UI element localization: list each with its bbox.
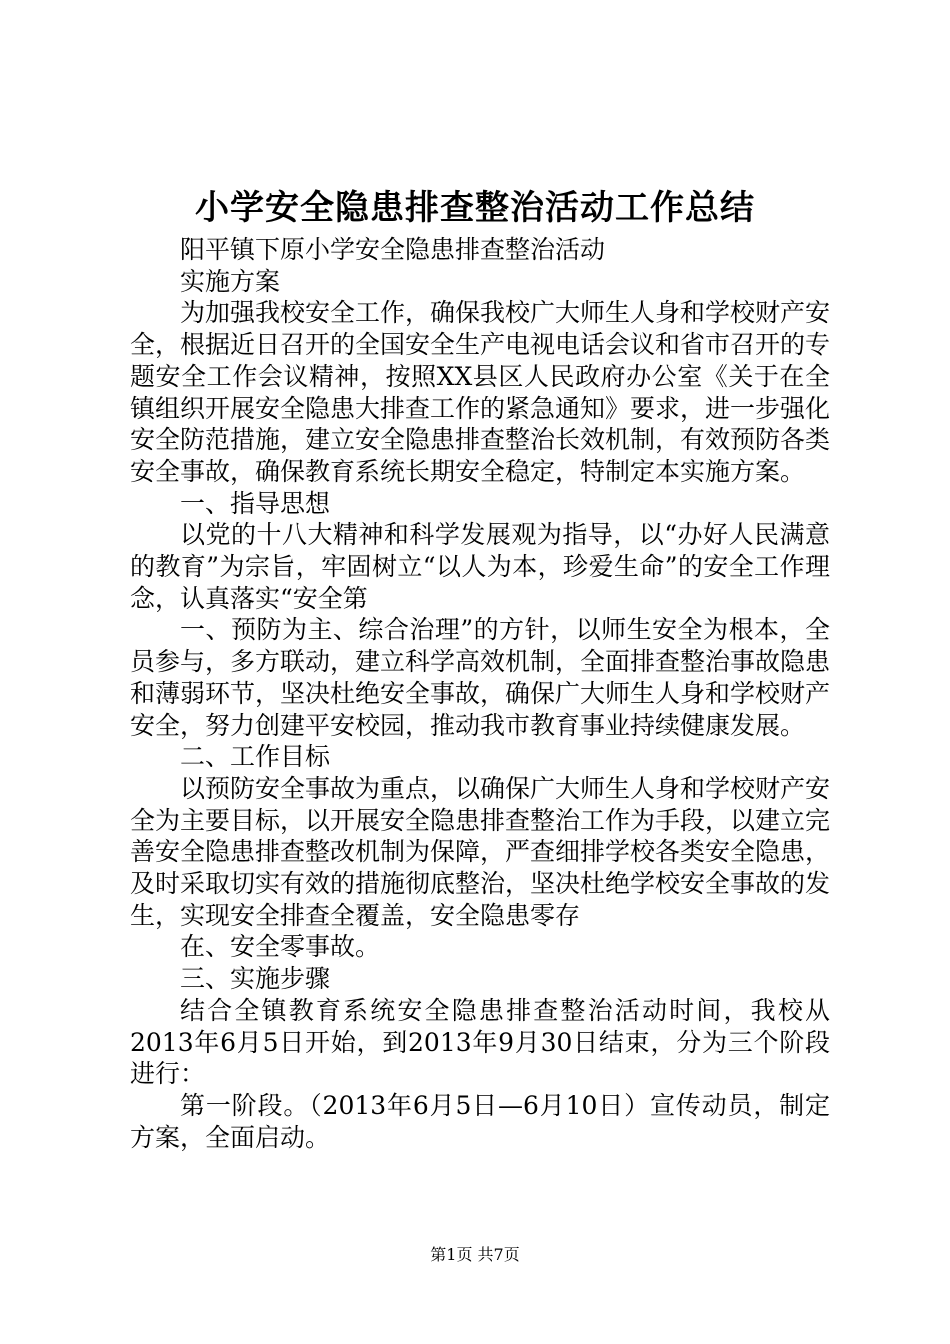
page-footer: 第1页 共7页: [430, 1245, 520, 1264]
paragraph: 在、安全零事故。: [180, 932, 381, 962]
paragraph: 以党的十八大精神和科学发展观为指导，以“办好人民满意的教育”为宗旨，牢固树立“以人为本，珍爱生命”的安全工作理念，认真落实“安全第: [130, 520, 830, 613]
paragraph: 第一阶段。（2013年6月5日—6月10日）宣传动员，制定方案，全面启动。: [130, 1090, 830, 1152]
paragraph: 结合全镇教育系统安全隐患排查整治活动时间，我校从2013年6月5日开始，到2013年9月30日结束，分为三个阶段进行：: [130, 995, 830, 1089]
section-heading: 三、实施步骤: [180, 964, 331, 994]
document-title: 小学安全隐患排查整治活动工作总结: [195, 188, 755, 228]
paragraph: 一、预防为主、综合治理”的方针，以师生安全为根本，全员参与，多方联动，建立科学高效机制，全面排查整治事故隐患和薄弱环节，坚决杜绝安全事故，确保广大师生人身和学校财产安全，努力创建平安校园，推动我市教育事业持续健康发展。: [130, 615, 831, 740]
paragraph: 实施方案: [180, 266, 281, 296]
document-body: [130, 234, 830, 1153]
paragraph: 阳平镇下原小学安全隐患排查整治活动: [180, 235, 606, 264]
paragraph: 为加强我校安全工作，确保我校广大师生人身和学校财产安全，根据近日召开的全国安全生产电视电话会议和省市召开的专题安全工作会议精神，按照XX县区人民政府办公室《关于在全镇组织开展安全隐患大排查工作的紧急通知》要求，进一步强化安全防范措施，建立安全隐患排查整治长效机制，有效预防各类安全事故，确保教育系统长期安全稳定，特制定本实施方案。: [130, 298, 831, 486]
paragraph: 以预防安全事故为重点，以确保广大师生人身和学校财产安全为主要目标，以开展安全隐患排查整治工作为手段，以建立完善安全隐患排查整改机制为保障，严查细排学校各类安全隐患，及时采取切实有效的措施彻底整治，坚决杜绝学校安全事故的发生，实现安全排查全覆盖，安全隐患零存: [130, 773, 831, 930]
section-heading: 一、指导思想: [180, 488, 331, 518]
section-heading: 二、工作目标: [180, 742, 331, 772]
